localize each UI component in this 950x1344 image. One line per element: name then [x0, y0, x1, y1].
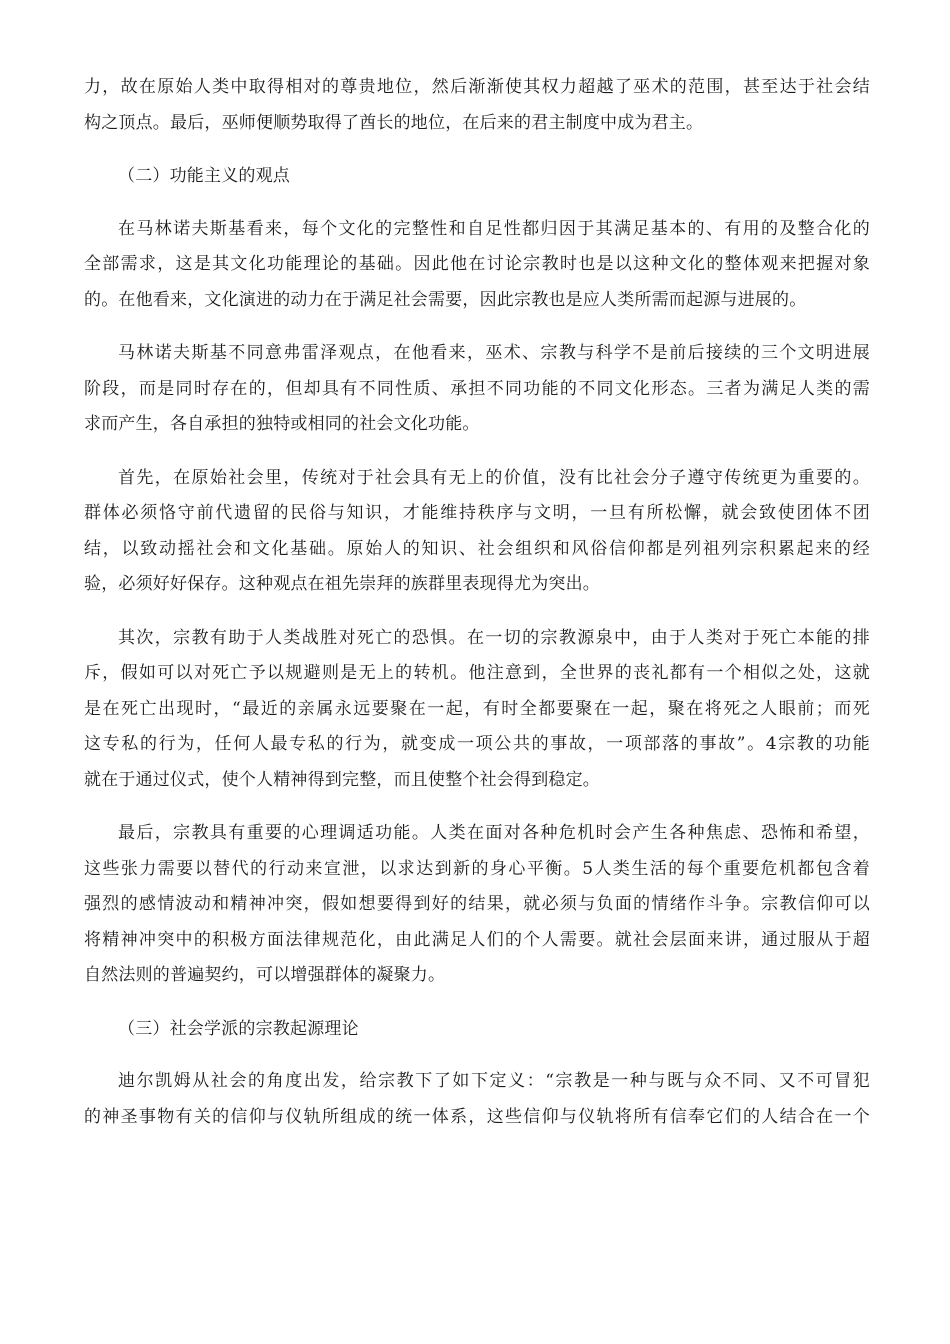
- paragraph-line: 阶段，而是同时存在的，但却具有不同性质、承担不同功能的不同文化形态。三者为满足人类的需: [84, 378, 870, 399]
- paragraph-line: 是在死亡出现时，“最近的亲属永远要聚在一起，有时全都要聚在一起，聚在将死之人眼前；而死: [84, 698, 870, 719]
- paragraph-line: 斥，假如可以对死亡予以规避则是无上的转机。他注意到，全世界的丧礼都有一个相似之处，这就: [84, 663, 870, 683]
- paragraph-line: 就在于通过仪式，使个人精神得到完整，而且使整个社会得到稳定。: [84, 769, 600, 790]
- paragraph: [84, 1064, 870, 1135]
- paragraph-line: 首先，在原始社会里，传统对于社会具有无上的价值，没有比社会分子遵守传统更为重要的。: [118, 467, 870, 488]
- document-page: [84, 70, 870, 1153]
- heading-text: （二）功能主义的观点: [118, 166, 290, 186]
- paragraph-line: 验，必须好好保存。这种观点在祖先崇拜的族群里表现得尤为突出。: [84, 574, 600, 594]
- paragraph: [84, 336, 870, 443]
- paragraph-line: 将精神冲突中的积极方面法律规范化，由此满足人们的个人需要。就社会层面来讲，通过服从于超: [84, 929, 870, 950]
- paragraph-line: 这些张力需要以替代的行动来宣泄，以求达到新的身心平衡。5人类生活的每个重要危机都包含着: [84, 858, 870, 879]
- paragraph-line: 自然法则的普遍契约，可以增强群体的凝聚力。: [84, 965, 446, 985]
- paragraph: [84, 816, 870, 994]
- paragraph-line: 群体必须恪守前代遗留的民俗与知识，才能维持秩序与文明，一旦有所松懈，就会致使团体不团: [84, 503, 870, 523]
- paragraph-line: 力，故在原始人类中取得相对的尊贵地位，然后渐渐使其权力超越了巫术的范围，甚至达于社会结: [84, 77, 870, 97]
- paragraph-line: 在马林诺夫斯基看来，每个文化的完整性和自足性都归因于其满足基本的、有用的及整合化的: [118, 218, 870, 239]
- paragraph-line: 马林诺夫斯基不同意弗雷泽观点，在他看来，巫术、宗教与科学不是前后接续的三个文明进展: [118, 343, 870, 363]
- paragraph: [84, 621, 870, 799]
- section-heading: [84, 159, 870, 195]
- paragraph-line: 这专私的行为，任何人最专私的行为，就变成一项公共的事故，一项部落的事故”。4宗教的功能: [84, 734, 870, 754]
- paragraph-line: 迪尔凯姆从社会的角度出发，给宗教下了如下定义：“宗教是一种与既与众不同、又不可冒犯: [118, 1071, 870, 1091]
- paragraph: [84, 70, 870, 141]
- section-heading: [84, 1012, 870, 1048]
- paragraph-line: 求而产生，各自承担的独特或相同的社会文化功能。: [84, 414, 480, 434]
- paragraph-line: 的。在他看来，文化演进的动力在于满足社会需要，因此宗教也是应人类所需而起源与进展的。: [84, 289, 807, 310]
- heading-text: （三）社会学派的宗教起源理论: [118, 1018, 359, 1039]
- paragraph-line: 的神圣事物有关的信仰与仪轨所组成的统一体系，这些信仰与仪轨将所有信奉它们的人结合在一个: [84, 1106, 870, 1127]
- paragraph-line: 全部需求，这是其文化功能理论的基础。因此他在讨论宗教时也是以这种文化的整体观来把握对象: [84, 254, 870, 274]
- paragraph-line: 结，以致动摇社会和文化基础。原始人的知识、社会组织和风俗信仰都是列祖列宗积累起来的经: [84, 538, 870, 559]
- paragraph: [84, 461, 870, 603]
- paragraph-line: 最后，宗教具有重要的心理调适功能。人类在面对各种危机时会产生各种焦虑、恐怖和希望，: [118, 823, 870, 843]
- paragraph-line: 其次，宗教有助于人类战胜对死亡的恐惧。在一切的宗教源泉中，由于人类对于死亡本能的排: [118, 627, 870, 648]
- paragraph: [84, 212, 870, 319]
- paragraph-line: 强烈的感情波动和精神冲突，假如想要得到好的结果，就必须与负面的情绪作斗争。宗教信仰可以: [84, 894, 870, 914]
- paragraph-line: 构之顶点。最后，巫师便顺势取得了酋长的地位，在后来的君主制度中成为君主。: [84, 112, 704, 133]
